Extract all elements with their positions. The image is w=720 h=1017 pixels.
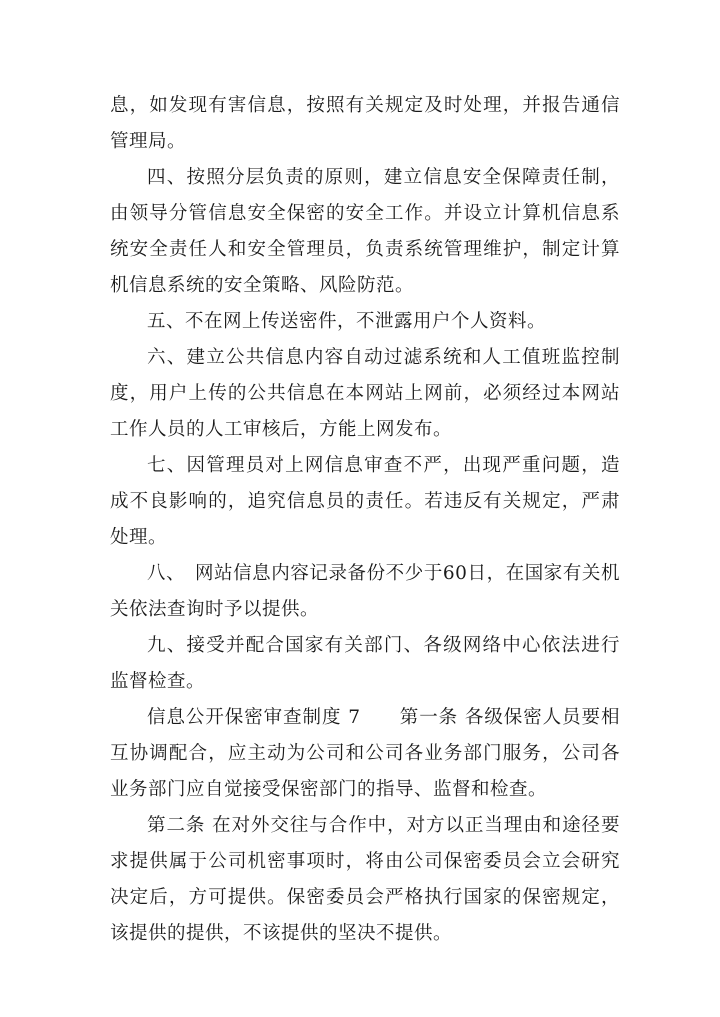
paragraph-item-7: 七、因管理员对上网信息审查不严，出现严重问题，造成不良影响的，追究信息员的责任。若违反有关规定，严肃处理。 [110, 455, 620, 548]
paragraph-continuation: 息，如发现有害信息，按照有关规定及时处理，并报告通信管理局。 [110, 95, 620, 152]
paragraph-item-6: 六、建立公共信息内容自动过滤系统和人工值班监控制度，用户上传的公共信息在本网站上网前，必须经过本网站工作人员的人工审核后，方能上网发布。 [110, 347, 620, 440]
paragraph-item-8: 八、 网站信息内容记录备份不少于60日，在国家有关机关依法查询时予以提供。 [110, 563, 620, 620]
paragraph-article-2: 第二条 在对外交往与合作中，对方以正当理由和途径要求提供属于公司机密事项时，将由公司保密委员会立会研究决定后，方可提供。保密委员会严格执行国家的保密规定，该提供的提供，不该提供的坚决不提供。 [110, 815, 620, 944]
paragraph-item-5: 五、不在网上传送密件，不泄露用户个人资料。 [147, 311, 547, 332]
paragraph-article-1: 信息公开保密审查制度 7 第一条 各级保密人员要相互协调配合，应主动为公司和公司各业务部门服务，公司各业务部门应自觉接受保密部门的指导、监督和检查。 [110, 707, 620, 800]
paragraph-item-4: 四、按照分层负责的原则，建立信息安全保障责任制，由领导分管信息安全保密的安全工作。并设立计算机信息系统安全责任人和安全管理员，负责系统管理维护，制定计算机信息系统的安全策略、风险防范。 [110, 167, 620, 296]
paragraph-item-9: 九、接受并配合国家有关部门、各级网络中心依法进行监督检查。 [110, 635, 620, 692]
document-page [110, 88, 620, 952]
